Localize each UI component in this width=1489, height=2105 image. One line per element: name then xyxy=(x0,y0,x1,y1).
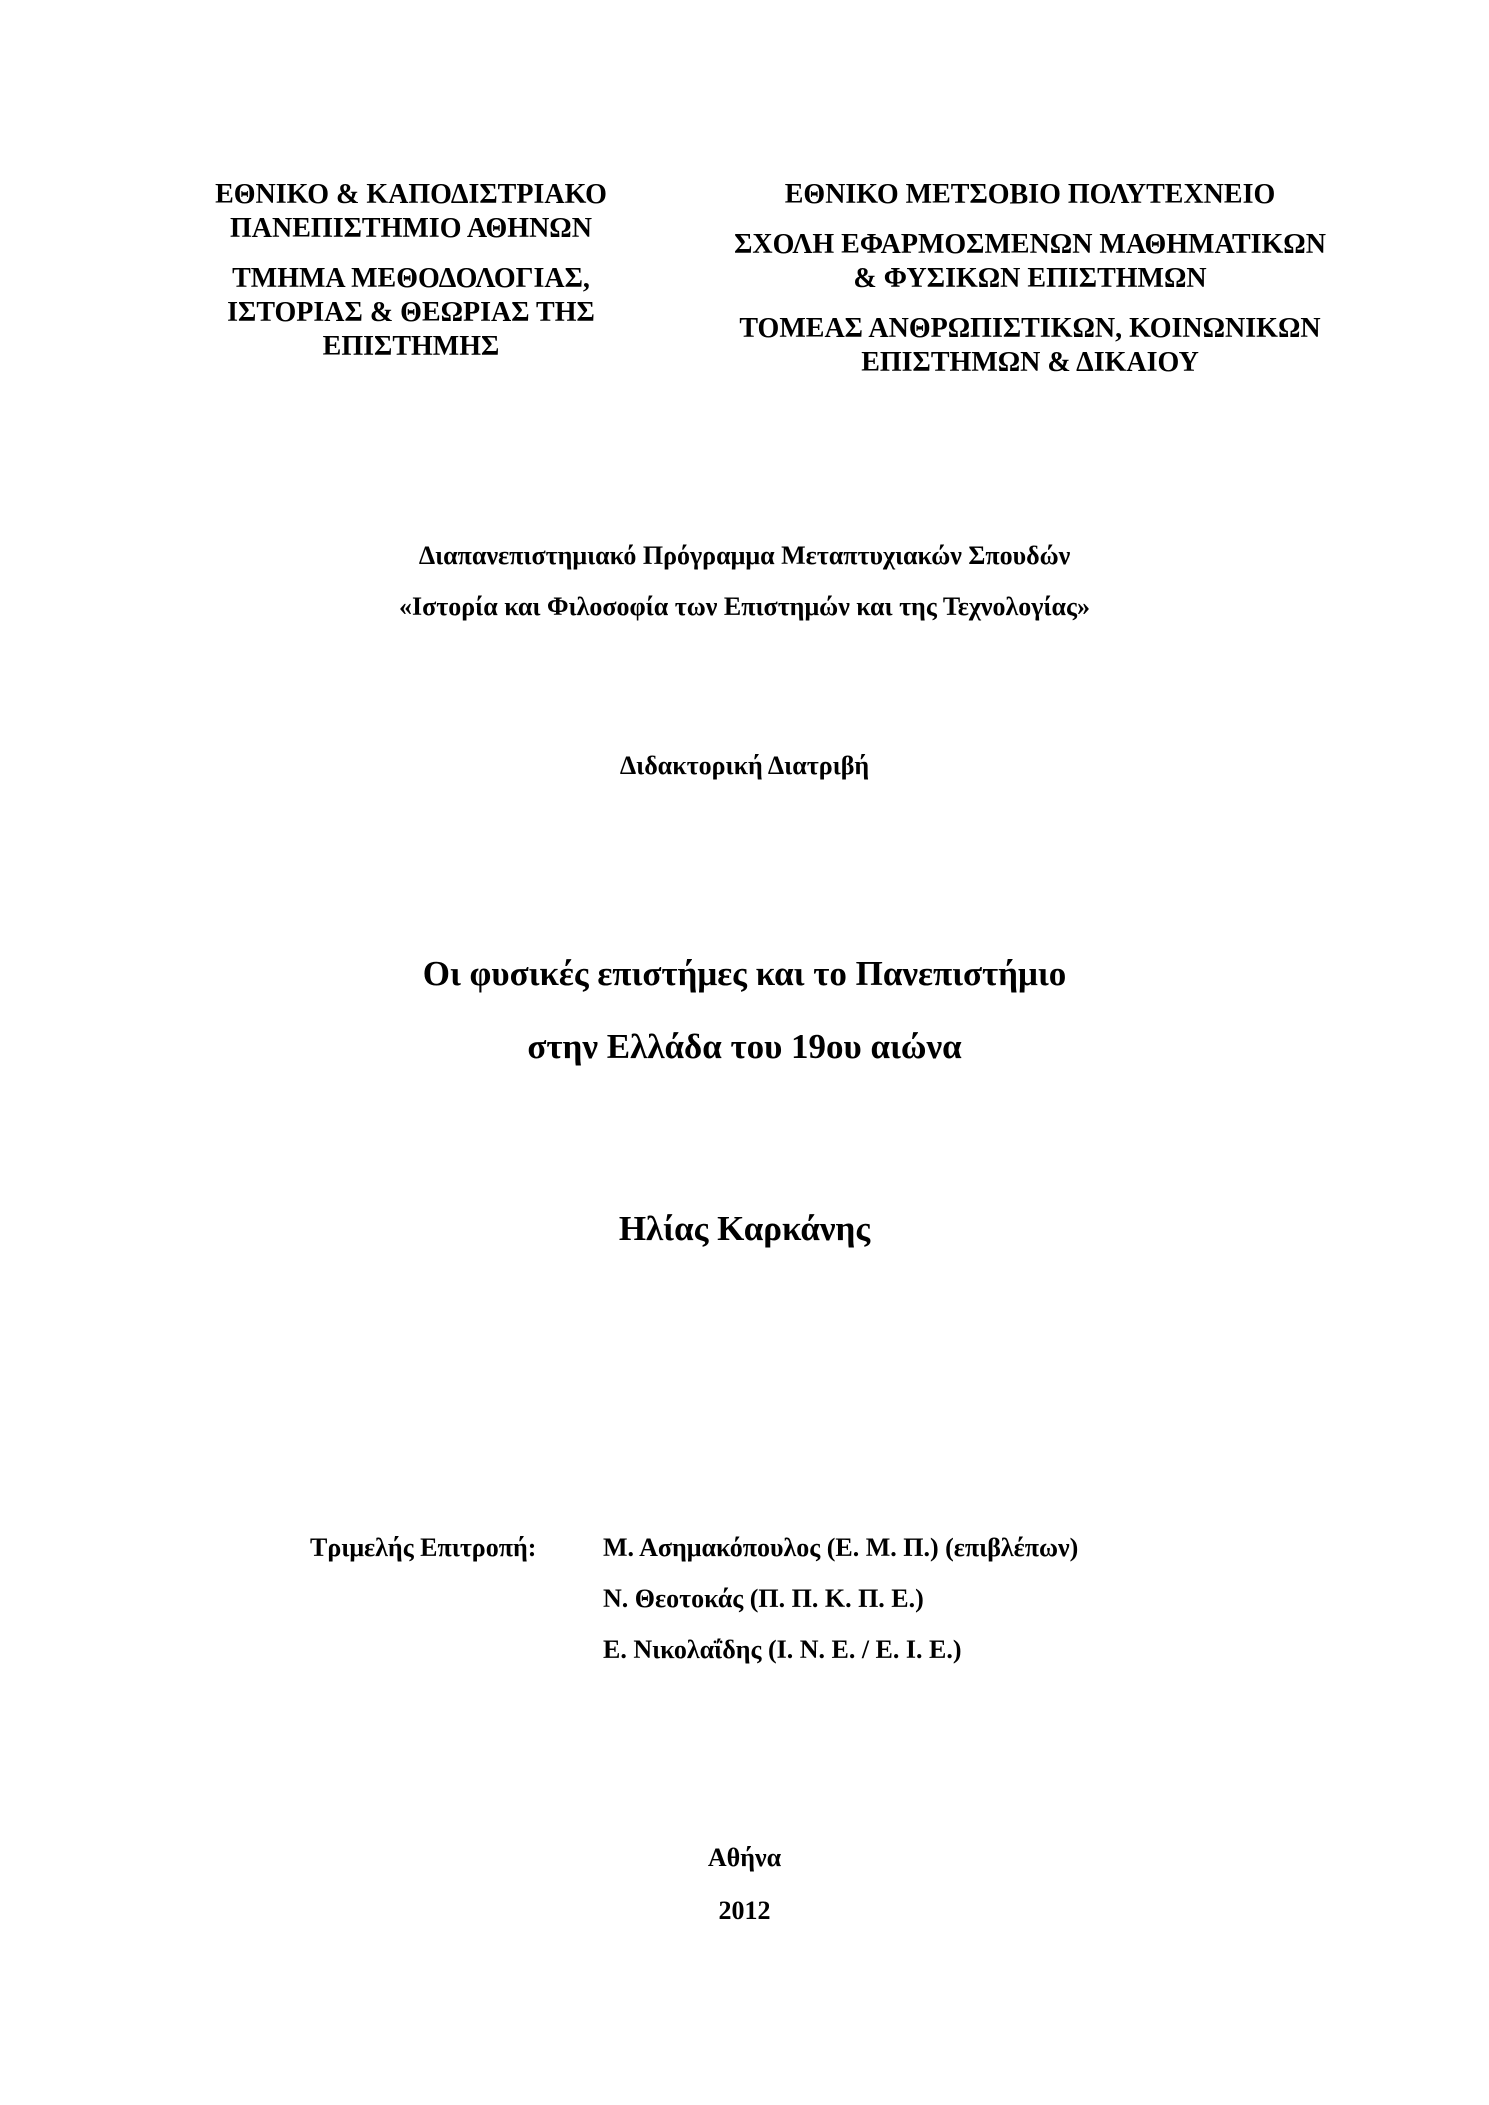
committee-label: Τριμελής Επιτροπή: xyxy=(310,1533,537,1562)
author-name: Ηλίας Καρκάνης xyxy=(618,1209,871,1248)
program-title: «Ιστορία και Φιλοσοφία των Επιστημών και της Τεχνολογίας» xyxy=(398,592,1091,621)
thesis-type: Διδακτορική Διατριβή xyxy=(619,751,870,780)
right-sector-line-2: ΕΠΙΣΤΗΜΩΝ & ΔΙΚΑΙΟΥ xyxy=(861,347,1199,378)
committee-member: Ν. Θεοτοκάς (Π. Π. Κ. Π. Ε.) xyxy=(603,1584,924,1613)
right-school-line-1: ΣΧΟΛΗ ΕΦΑΡΜΟΣΜΕΝΩΝ ΜΑΘΗΜΑΤΙΚΩΝ xyxy=(734,229,1326,260)
place: Αθήνα xyxy=(707,1843,782,1872)
header-left-institution xyxy=(186,178,636,364)
committee-list xyxy=(603,1532,1078,1685)
committee-member: Μ. Ασημακόπουλος (Ε. Μ. Π.) (επιβλέπων) xyxy=(603,1533,1079,1562)
thesis-title-line-2: στην Ελλάδα του 19ου αιώνα xyxy=(527,1027,962,1066)
left-department-line-3: ΕΠΙΣΤΗΜΗΣ xyxy=(322,331,500,362)
thesis-title-line-1: Οι φυσικές επιστήμες και το Πανεπιστήμιο xyxy=(422,954,1067,993)
committee-member: Ε. Νικολαΐδης (Ι. Ν. Ε. / Ε. Ι. Ε.) xyxy=(603,1635,962,1664)
right-school-line-2: & ΦΥΣΙΚΩΝ ΕΠΙΣΤΗΜΩΝ xyxy=(853,263,1207,294)
left-university-line-2: ΠΑΝΕΠΙΣΤΗΜΙΟ ΑΘΗΝΩΝ xyxy=(230,213,592,244)
right-university: ΕΘΝΙΚΟ ΜΕΤΣΟΒΙΟ ΠΟΛΥΤΕΧΝΕΙΟ xyxy=(784,179,1276,210)
left-department-line-2: ΙΣΤΟΡΙΑΣ & ΘΕΩΡΙΑΣ ΤΗΣ xyxy=(227,297,595,328)
left-university-line-1: ΕΘΝΙΚΟ & ΚΑΠΟΔΙΣΤΡΙΑΚΟ xyxy=(215,179,607,210)
program-name: Διαπανεπιστημιακό Πρόγραμμα Μεταπτυχιακών Σπουδών xyxy=(418,541,1071,570)
year: 2012 xyxy=(718,1896,771,1925)
header-right-institution xyxy=(680,178,1380,380)
right-sector-line-1: ΤΟΜΕΑΣ ΑΝΘΡΩΠΙΣΤΙΚΩΝ, ΚΟΙΝΩΝΙΚΩΝ xyxy=(739,313,1321,344)
left-department-line-1: ΤΜΗΜΑ ΜΕΘΟΔΟΛΟΓΙΑΣ, xyxy=(232,263,590,294)
